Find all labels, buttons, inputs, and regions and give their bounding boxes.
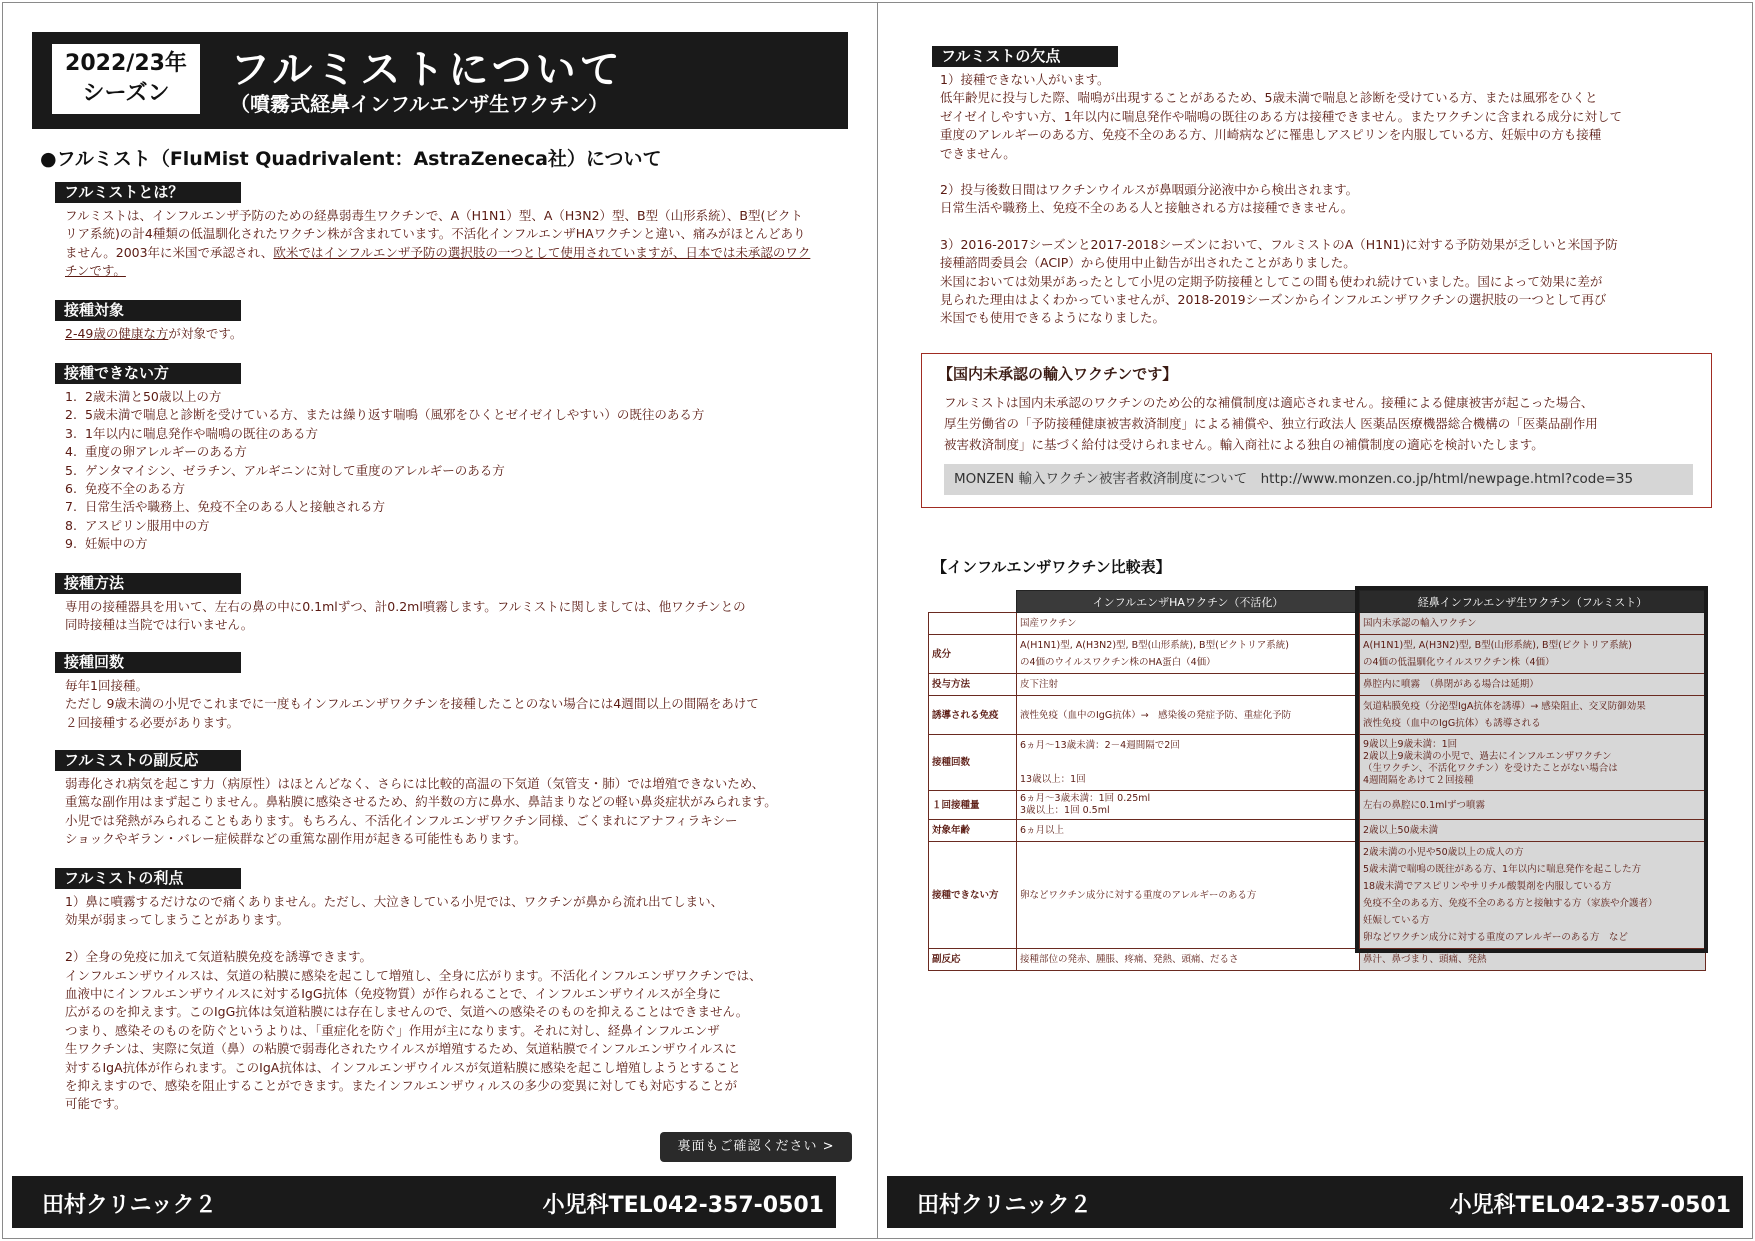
page-subtitle: （噴霧式経鼻インフルエンザ生ワクチン）: [230, 92, 609, 116]
table-row: １回接種量 6ヵ月〜3歳未満：1回 0.25ml 3歳以上：1回 0.5ml 左右の鼻腔に0.1mlずつ噴霧: [929, 791, 1706, 820]
section-heading: 接種できない方: [55, 363, 241, 384]
section-body: 1）鼻に噴霧するだけなので痛くありません。ただし、大泣きしている小児では、ワクチンが鼻から流れ出てしまい、 効果が弱まってしまうことがあります。 2）全身の免疫に加えて気道粘膜免疫を誘導できます。 インフルエンザウイルスは、気道の粘膜に感染を起こして増殖し、全身に広がります。不活化インフルエンザワクチンでは、 血液中にインフルエンザウイルスに対するIgG抗体（免疫物質）が作られることで、インフルエンザウイルスが全身に 広がるのを抑えます。このIgG抗体は気道粘膜には存在しませんので、気道への感染そのものを抑えることはできません。 つまり、感染そのものを防ぐというよりは、「重症化を防ぐ」作用が主になります。それに対し、経鼻インフルエンザ 生ワクチンは、実際に気道（鼻）の粘膜で弱毒化されたウイルスが増殖するため、気道粘膜でインフルエンザウイルスに 対するIgA抗体が作られます。このIgA抗体は、インフルエンザウイルスが気道粘膜に感染を起こし増殖しようとすること を抑えますので、感染を阻止することができます。またインフルエンザウィルスの多少の変異に対しても対応することが 可能です。: [65, 894, 762, 1112]
list-item: 9. 妊娠中の方: [65, 536, 148, 552]
section-heading: フルミストとは？: [55, 182, 241, 203]
header-ha-vaccine: インフルエンザHAワクチン（不活化）: [1017, 591, 1360, 613]
section-heading: フルミストの利点: [55, 868, 241, 889]
section-heading: 接種対象: [55, 300, 241, 321]
see-reverse-button[interactable]: 裏面もご確認ください >: [660, 1132, 852, 1162]
table-row: 成分 A(H1N1)型, A(H3N2)型, B型(山形系統), B型(ビクトリア系統) の4価のウイルスワクチン株のHA蛋白（4価） A(H1N1)型, A(H3N2)型, B型(山形系統), B型(ビクトリア系統) の4価の低温馴化ウイルスワクチン株（4価）: [929, 635, 1706, 674]
season-badge: [52, 44, 200, 114]
list-item: 5. ゲンタマイシン、ゼラチン、アルギニンに対して重度のアレルギーのある方: [65, 462, 505, 478]
season-label: シーズン: [82, 81, 170, 106]
list-item: 1. 2歳未満と50歳以上の方: [65, 389, 222, 404]
relief-link[interactable]: MONZEN 輸入ワクチン被害者救済制度について http://www.monzen.co.jp/html/newpage.html?code=35: [944, 464, 1693, 495]
section-what: [55, 182, 855, 281]
section-heading: フルミストの欠点: [932, 46, 1118, 67]
section-cannot: [55, 363, 855, 554]
section-demerits: [932, 46, 1692, 346]
table-row: 接種できない方 卵などワクチン成分に対する重度のアレルギーのある方 2歳未満の小児や50歳以上の成人の方 5歳未満で喘鳴の既往がある方、1年以内に喘息発作を起こした方 18歳未満でアスピリンやサリチル酸製剤を内服している方 免疫不全のある方、免疫不全のある方と接触する方（家族や介護者） 妊娠している方 卵などワクチン成分に対する重度のアレルギーのある方 など: [929, 842, 1706, 949]
demerit-point-3: 3）2016-2017シーズンと2017-2018シーズンにおいて、フルミストのA（H1N1)に対する予防効果が乏しいと米国予防 接種諮問委員会（ACIP）から使用中止勧告が出されたことがありました。 米国においては効果があったとして小児の定期予防接種としてこの間も使われ続けていました。国によって効果に差が 見られた理由はよくわかっていませんが、2018-2019シーズンからインフルエンザワクチンの選択肢の一つとして再び 米国でも使用できるようになりました。: [940, 236, 1618, 326]
title-banner: [32, 32, 848, 129]
table-row: 誘導される免疫 液性免疫（血中のIgG抗体）→ 感染後の発症予防、重症化予防 気道粘膜免疫（分泌型IgA抗体を誘導）→ 感染阻止、交叉防御効果 液性免疫（血中のIgG抗体）も誘導される: [929, 696, 1706, 735]
section-heading: 接種方法: [55, 573, 241, 594]
section-body: 毎年1回接種。 ただし 9歳未満の小児でこれまでに一度もインフルエンザワクチンを接種したことのない場合には4週間以上の間隔をあけて ２回接種する必要があります。: [65, 678, 759, 730]
section-merits: [55, 868, 855, 1114]
table-row: 対象年齢 6ヵ月以上 2歳以上50歳未満: [929, 820, 1706, 842]
list-item: 6. 免疫不全のある方: [65, 481, 186, 497]
header-live-vaccine: 経鼻インフルエンザ生ワクチン（フルミスト）: [1360, 591, 1706, 613]
demerit-point-1: 1）接種できない人がいます。 低年齢児に投与した際、喘鳴が出現することがあるため、5歳未満で喘息と診断を受けている方、または風邪をひくと ゼイゼイしやすい方、1年以内に喘息発作や喘鳴の既往のある方は接種できません。またワクチンに含まれる成分に対して 重度のアレルギーのある方、免疫不全のある方、川崎病などに罹患しアスピリンを内服している方、妊娠中の方も接種 できません。: [940, 72, 1622, 161]
list-item: 3. 1年以内に喘息発作や喘鳴の既往のある方: [65, 425, 318, 441]
list-item: 4. 重度の卵アレルギーのある方: [65, 444, 247, 460]
section-body: 弱毒化され病気を起こす力（病原性）はほとんどなく、さらには比較的高温の下気道（気管支・肺）では増殖できないため、 重篤な副作用はまず起こりません。鼻粘膜に感染させるため、約半数の方に鼻水、鼻詰まりなどの軽い鼻炎症状がみられます。 小児では発熱がみられることもあります。もちろん、不活化インフルエンザワクチン同様、ごくまれにアナフィラキシー ショックやギラン・バレー症候群などの重篤な副作用が起きる可能性もあります。: [65, 776, 777, 847]
table-row: 副反応 接種部位の発赤、腫脹、疼痛、発熱、頭痛、だるさ 鼻汁、鼻づまり、頭痛、発熱: [929, 949, 1706, 971]
section-body: 専用の接種器具を用いて、左右の鼻の中に0.1mlずつ、計0.2ml噴霧します。フルミストに関しましては、他ワクチンとの 同時接種は当院では行いません。: [65, 599, 746, 633]
what-text: フルミストは、インフルエンザ予防のための経鼻弱毒生ワクチンで、A（H1N1）型、A（H3N2）型、B型（山形系統）、B型(ビクトリア系統)の計4種類の低温馴化されたワクチン株が含まれています。不活化インフルエンザHAワクチンと違い、痛みがほとんどありません。2003年に米国で承認され、: [65, 208, 806, 260]
what-text-underlined: 欧米ではインフルエンザ予防の選択肢の一つとして使用されていますが、日本では未承認のワクチンです。: [65, 244, 811, 279]
header-blank: [929, 591, 1017, 613]
season-year: 2022/23年: [65, 51, 187, 76]
demerit-point-2: 2）投与後数日間はワクチンウイルスが鼻咽頭分泌液中から検出されます。 日常生活や職務上、免疫不全のある人と接触される方は接種できません。: [940, 182, 1359, 216]
live-vaccine-highlight-frame: [1355, 586, 1708, 953]
contraindication-list: [55, 388, 855, 554]
notice-text: フルミストは国内未承認のワクチンのため公的な補償制度は適応されません。接種による健康被害が起こった場合、 厚生労働省の「予防接種健康被害救済制度」による補償や、独立行政法人 医薬品医療機器総合機構の「医薬品副作用 被害救済制度」に基づく給付は受けられません。輸入商社による独自の補償制度の適応を検討いたします。: [944, 395, 1598, 452]
list-item: 8. アスピリン服用中の方: [65, 517, 210, 533]
table-row: 投与方法 皮下注射 鼻腔内に噴霧 （鼻閉がある場合は延期）: [929, 674, 1706, 696]
comparison-title: 【インフルエンザワクチン比較表】: [932, 558, 1171, 576]
footer-left: [12, 1176, 836, 1228]
clinic-phone: 小児科TEL042-357-0501: [542, 1193, 824, 1218]
page-divider: [877, 2, 878, 1239]
unapproved-notice-box: [921, 353, 1712, 508]
target-rest: が対象です。: [168, 326, 243, 341]
table-row: 接種回数 6ヵ月〜13歳未満：2－4週間隔で2回 13歳以上：1回 9歳以上9歳未満：1回 2歳以上9歳未満の小児で、過去にインフルエンザワクチン （生ワクチン、不活化ワクチン）を受けたことがない場合は 4週間隔をあけて２回接種: [929, 735, 1706, 791]
footer-right: [887, 1176, 1743, 1228]
list-item: 2. 5歳未満で喘息と診断を受けている方、または繰り返す喘鳴（風邪をひくとゼイゼイしやすい）の既往のある方: [65, 407, 705, 423]
section-body: [932, 71, 1692, 328]
section-heading: 接種回数: [55, 652, 241, 673]
section-body: [55, 207, 815, 281]
clinic-name: 田村クリニック２: [917, 1193, 1092, 1218]
section-target: [55, 300, 855, 343]
section-side-effects: [55, 750, 855, 849]
page-title: フルミストについて: [230, 47, 624, 93]
section-heading: フルミストの副反応: [55, 750, 241, 771]
intro-heading: ●フルミスト（FluMist Quadrivalent：AstraZeneca社）について: [40, 148, 662, 170]
section-method: [55, 573, 855, 635]
clinic-name: 田村クリニック２: [42, 1193, 217, 1218]
section-count: [55, 652, 855, 732]
section-body: [55, 325, 855, 343]
notice-title: 【国内未承認の輸入ワクチンです】: [938, 365, 1178, 383]
list-item: 7. 日常生活や職務上、免疫不全のある人と接触される方: [65, 499, 386, 515]
table-row: 国産ワクチン 国内未承認の輸入ワクチン: [929, 613, 1706, 635]
target-age: 2-49歳の健康な方: [65, 326, 169, 341]
clinic-phone: 小児科TEL042-357-0501: [1449, 1193, 1731, 1218]
